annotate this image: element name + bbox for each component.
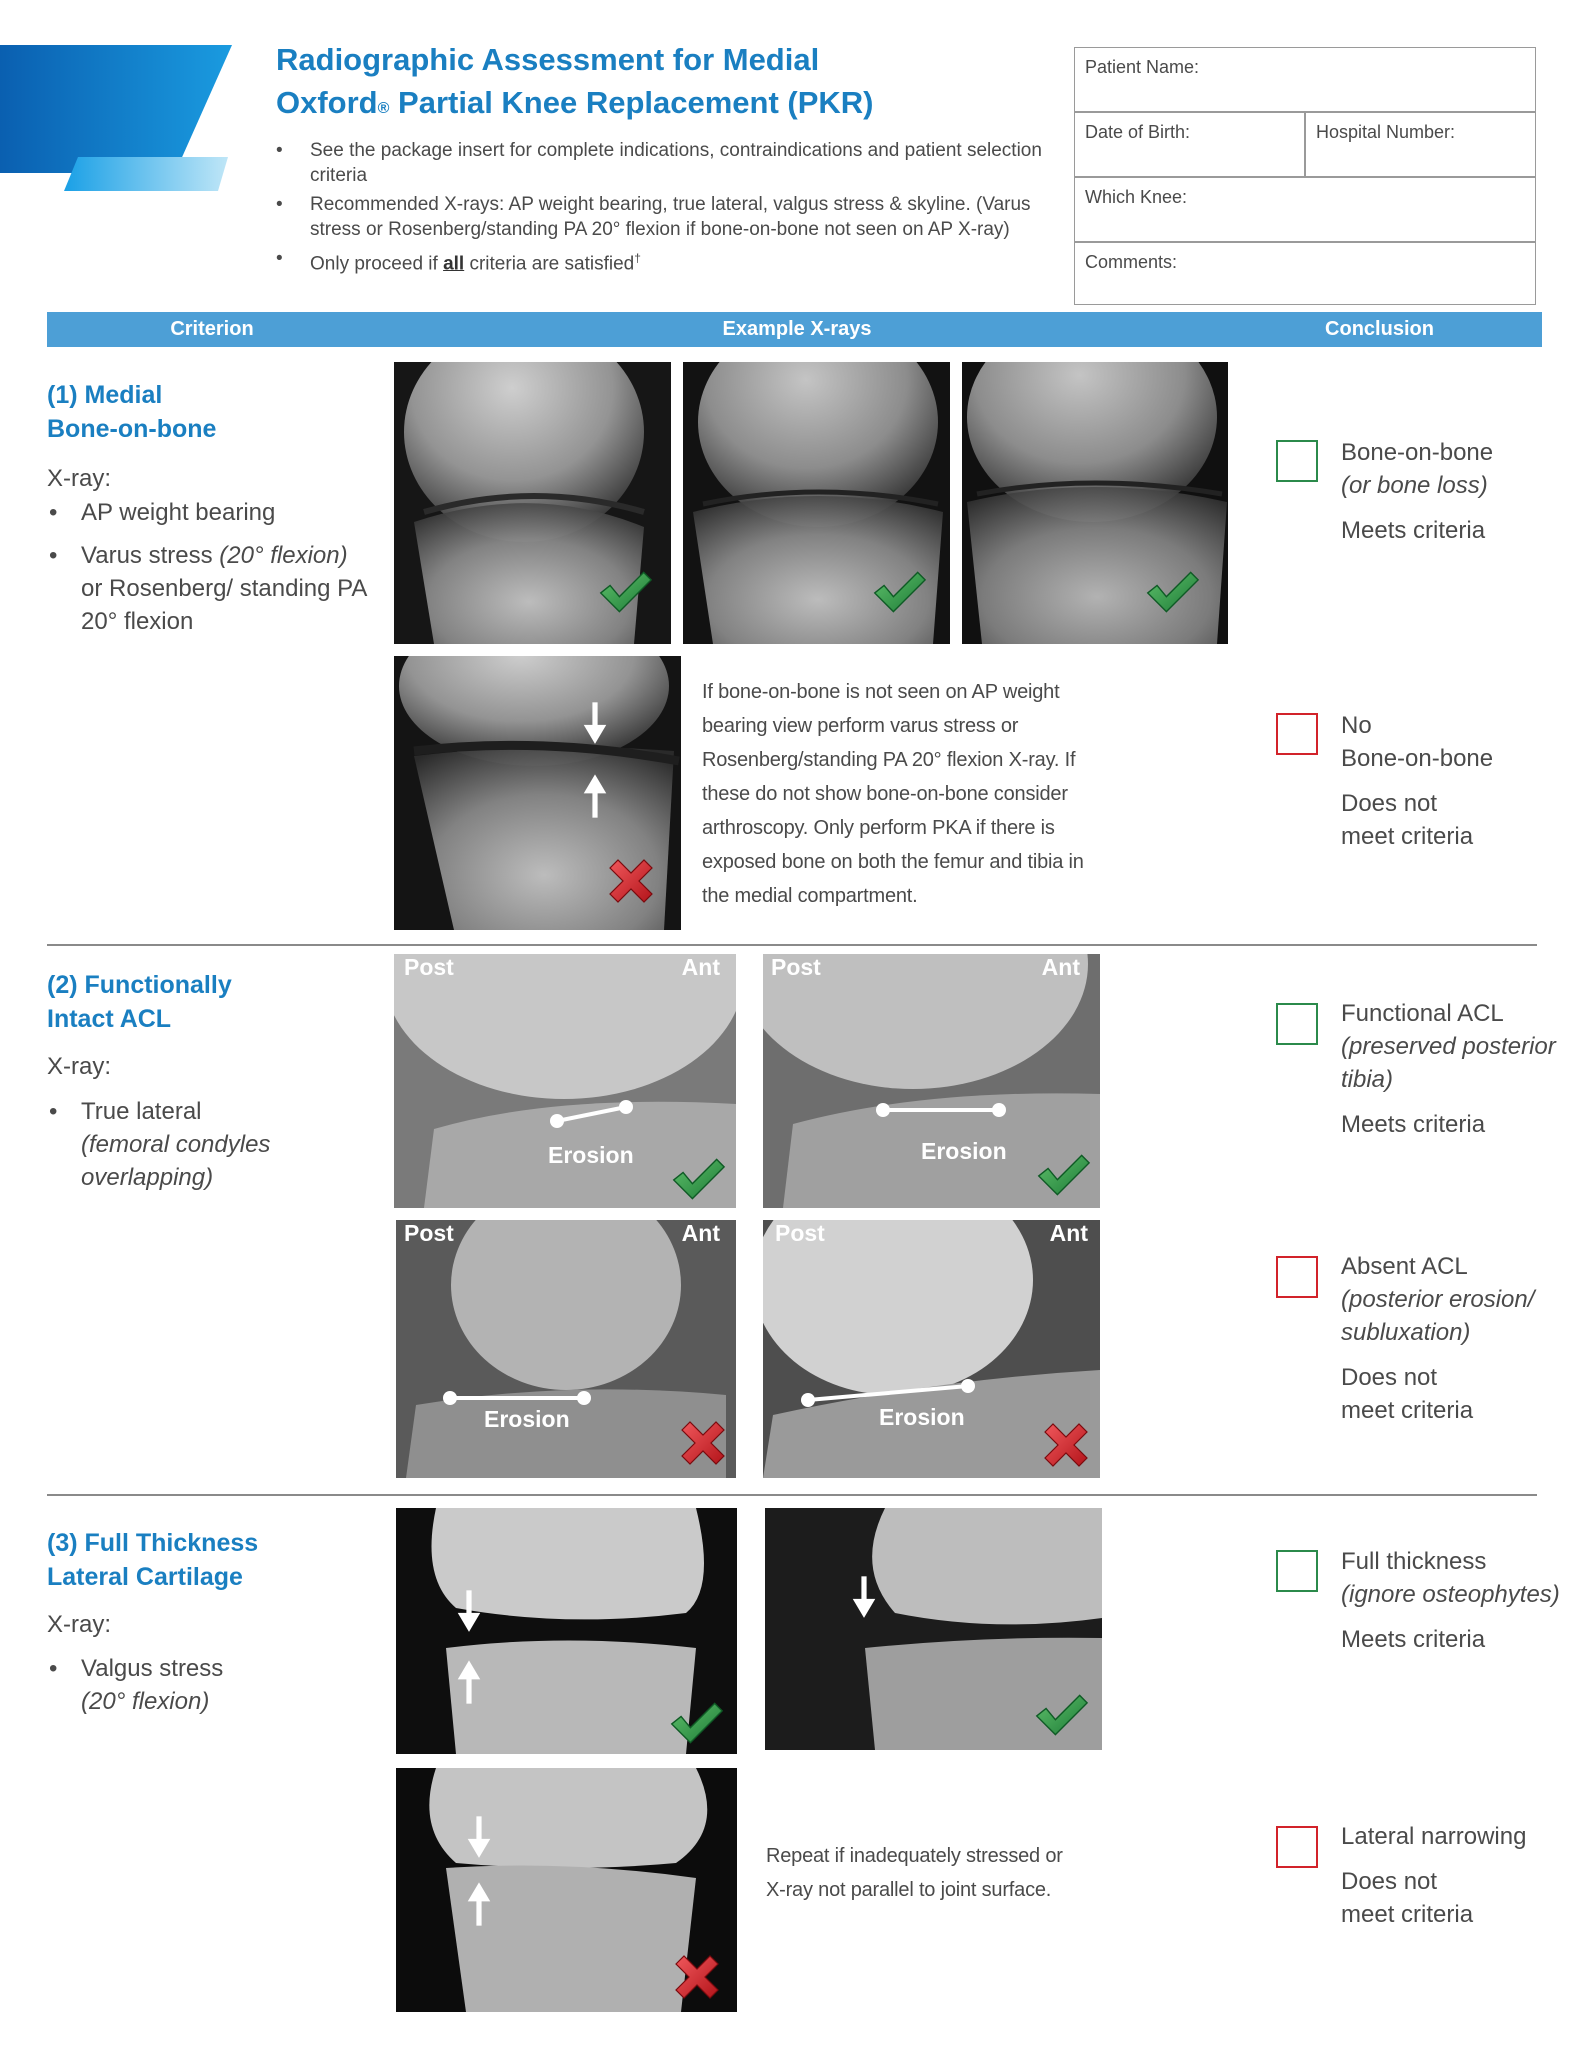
title-line-1: Radiographic Assessment for Medial [276, 42, 820, 77]
post-label: Post [775, 1220, 825, 1246]
title-line: Intact ACL [47, 1005, 172, 1033]
dob-field[interactable] [1075, 113, 1305, 177]
xray-valgus-fail [396, 1768, 737, 2012]
erosion-label: Erosion [548, 1142, 634, 1168]
field-label: Which Knee: [1085, 187, 1188, 207]
section1-xray-label: X-ray: [47, 465, 112, 492]
which-knee-field[interactable] [1075, 178, 1535, 242]
arrow-up-icon [582, 772, 608, 820]
cross-icon [678, 1418, 728, 1468]
title-line: (1) Medial [47, 381, 163, 409]
dagger-mark: † [634, 251, 641, 265]
conclusion-meets-1 [1341, 436, 1493, 547]
section-divider [47, 1494, 1537, 1496]
list-item [47, 1095, 367, 1194]
arrow-down-icon [851, 1574, 877, 1622]
conclusion-result: Meets criteria [1341, 517, 1486, 544]
erosion-label: Erosion [921, 1138, 1007, 1164]
section3-note: Repeat if inadequately stressed or X-ray not parallel to joint surface. [766, 1845, 1063, 1901]
conclusion-label: Bone-on-bone [1341, 745, 1494, 772]
list-item [47, 1652, 367, 1718]
title-line: (3) Full Thickness [47, 1529, 259, 1557]
erosion-label: Erosion [879, 1404, 965, 1430]
conclusion-note: (ignore osteophytes) [1341, 1581, 1560, 1608]
checkbox-full-thickness[interactable] [1276, 1550, 1318, 1592]
check-icon [597, 567, 653, 617]
cross-icon [1041, 1420, 1091, 1470]
section3-xray-list [47, 1652, 367, 1728]
page-title [276, 38, 1076, 124]
check-icon [1033, 1690, 1089, 1740]
post-label: Post [404, 954, 454, 980]
bullet-emphasis: all [443, 253, 465, 275]
hospital-number-field[interactable] [1306, 113, 1535, 177]
section2-title [47, 968, 232, 1036]
section1-note: If bone-on-bone is not seen on AP weight bearing view perform varus stress or Rosenberg/standing PA 20° flexion X-ray. If these do not show bone-on-bone consider arthroscopy. Only perform PKA if there is exposed bone on both the femur and tibia in the medial compartment. [702, 681, 1084, 907]
section1-xray-list [47, 496, 367, 648]
intro-bullet: • See the package insert for complete indications, contraindications and patient selection criteria [276, 138, 1056, 188]
list-item: • AP weight bearing [47, 496, 367, 529]
conclusion-fails-3 [1341, 1820, 1561, 1931]
xray-ap-1 [394, 362, 671, 644]
bullet-text: Only proceed if [310, 253, 444, 275]
conclusion-fails-2 [1341, 1250, 1561, 1427]
xray-valgus-2 [765, 1508, 1102, 1750]
item-text: • Valgus stress [81, 1655, 224, 1682]
patient-name-field[interactable] [1075, 48, 1535, 112]
conclusion-result: Meets criteria [1341, 1111, 1486, 1138]
item-italic: (20° flexion) [219, 542, 348, 569]
comments-field[interactable] [1075, 243, 1535, 305]
field-label: Date of Birth: [1085, 122, 1191, 142]
bullet-text: criteria are satisfied [464, 253, 635, 275]
conclusion-meets-3 [1341, 1545, 1561, 1656]
checkbox-lateral-narrowing[interactable] [1276, 1826, 1318, 1868]
registered-mark: ® [377, 100, 390, 117]
arrow-up-icon [466, 1880, 492, 1928]
title-brand: Oxford [276, 85, 378, 120]
conclusion-result: meet criteria [1341, 1901, 1474, 1928]
arrow-down-icon [456, 1588, 482, 1636]
conclusion-label: Bone-on-bone [1341, 439, 1494, 466]
conclusion-result: Does not [1341, 790, 1438, 817]
conclusion-label: Functional ACL [1341, 1000, 1504, 1027]
check-icon [1144, 567, 1200, 617]
item-italic: (femoral condyles overlapping) [81, 1131, 271, 1191]
brand-graphic [0, 45, 240, 195]
item-text: • True lateral [81, 1098, 202, 1125]
conclusion-result: meet criteria [1341, 823, 1474, 850]
checkbox-bone-on-bone[interactable] [1276, 440, 1318, 482]
field-label: Comments: [1085, 252, 1178, 272]
post-label: Post [771, 954, 821, 980]
title-line: Lateral Cartilage [47, 1563, 243, 1591]
title-line: (2) Functionally [47, 971, 232, 999]
cross-icon [606, 856, 656, 906]
conclusion-meets-2 [1341, 997, 1561, 1141]
section2-xray-label: X-ray: [47, 1053, 112, 1080]
checkbox-functional-acl[interactable] [1276, 1003, 1318, 1045]
erosion-label: Erosion [484, 1406, 570, 1432]
check-icon [668, 1698, 724, 1748]
arrow-down-icon [466, 1814, 492, 1862]
intro-bullets [276, 138, 1056, 280]
conclusion-result: meet criteria [1341, 1397, 1474, 1424]
item-text: or Rosenberg/ standing PA 20° flexion [81, 575, 367, 635]
cross-icon [672, 1952, 722, 2002]
conclusion-note: (posterior erosion/ subluxation) [1341, 1286, 1535, 1346]
xray-ap-3 [962, 362, 1228, 644]
intro-bullet: • Recommended X-rays: AP weight bearing, true lateral, valgus stress & skyline. (Varus stress or Rosenberg/standing PA 20° flexion if bone-on-bone not seen on AP X-ray) [276, 192, 1056, 242]
xray-lateral-2 [763, 954, 1100, 1208]
section1-title [47, 378, 216, 446]
conclusion-note: (or bone loss) [1341, 472, 1488, 499]
column-conclusion: Conclusion [1325, 318, 1434, 340]
conclusion-fails-1 [1341, 709, 1493, 853]
check-icon [1035, 1150, 1091, 1200]
ant-label: Ant [681, 1220, 720, 1246]
xray-lateral-fail-1 [396, 1220, 736, 1478]
ant-label: Ant [681, 954, 720, 980]
arrow-down-icon [582, 700, 608, 748]
conclusion-note: (preserved posterior tibia) [1341, 1033, 1556, 1093]
conclusion-label: Absent ACL [1341, 1253, 1468, 1280]
checkbox-no-bone-on-bone[interactable] [1276, 713, 1318, 755]
conclusion-result: Does not [1341, 1364, 1438, 1391]
xray-ap-fail [394, 656, 681, 930]
field-label: Hospital Number: [1316, 122, 1456, 142]
section2-xray-list [47, 1095, 367, 1204]
column-header-bar [47, 312, 1542, 347]
item-italic: (20° flexion) [81, 1688, 210, 1715]
arrow-up-icon [456, 1658, 482, 1706]
conclusion-result: Does not [1341, 1868, 1438, 1895]
conclusion-result: Meets criteria [1341, 1626, 1486, 1653]
xray-lateral-1 [394, 954, 736, 1208]
section3-xray-label: X-ray: [47, 1611, 112, 1638]
conclusion-label: No [1341, 712, 1372, 739]
xray-ap-2 [683, 362, 950, 644]
field-label: Patient Name: [1085, 57, 1200, 77]
patient-info-form [1074, 47, 1536, 305]
check-icon [871, 567, 927, 617]
column-examples: Example X-rays [722, 318, 872, 340]
title-line: Bone-on-bone [47, 415, 217, 443]
intro-bullet [276, 246, 1056, 276]
ant-label: Ant [1049, 1220, 1088, 1246]
ant-label: Ant [1041, 954, 1080, 980]
xray-lateral-fail-2 [763, 1220, 1100, 1478]
column-criterion: Criterion [170, 318, 254, 340]
checkbox-absent-acl[interactable] [1276, 1256, 1318, 1298]
title-line-2 [276, 81, 1076, 124]
item-text: Varus stress [81, 542, 220, 569]
conclusion-label: Full thickness [1341, 1548, 1487, 1575]
post-label: Post [404, 1220, 454, 1246]
title-rest: Partial Knee Replacement (PKR) [389, 85, 874, 120]
conclusion-label: Lateral narrowing [1341, 1823, 1527, 1850]
xray-valgus-1 [396, 1508, 737, 1754]
section3-title [47, 1526, 258, 1594]
list-item [47, 539, 367, 638]
check-icon [670, 1154, 726, 1204]
section-divider [47, 944, 1537, 946]
